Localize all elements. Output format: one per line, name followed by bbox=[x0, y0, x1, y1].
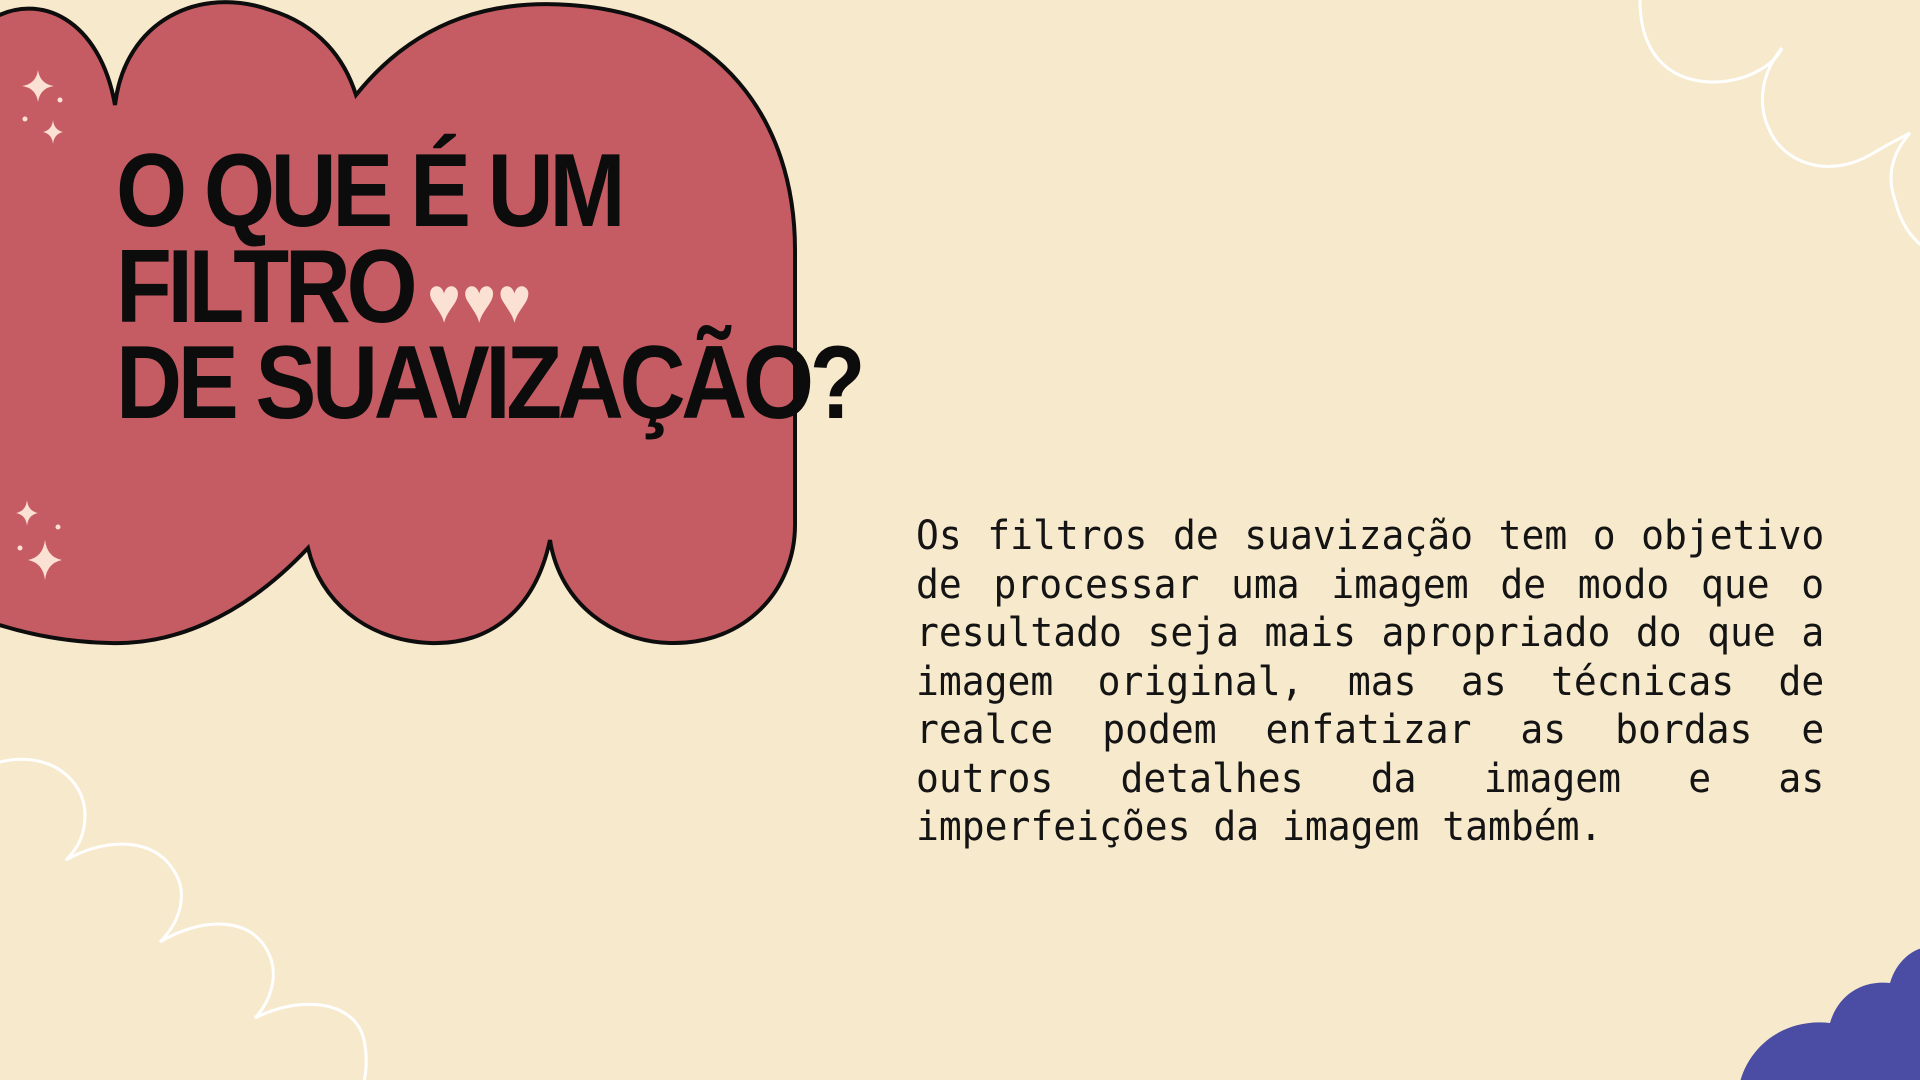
hearts-decoration bbox=[427, 239, 533, 335]
body-paragraph: Os filtros de suavização tem o objetivo de processar uma imagem de modo que o resultado seja mais apropriado do que a imagem original, mas as técnicas de realce podem enfatizar as bordas e outros detalhes da imagem e as imperfeições da imagem também. bbox=[916, 513, 1825, 850]
heart-icon: ♥ bbox=[497, 264, 532, 336]
title-line-3: DE SUAVIZAÇÃO? bbox=[116, 325, 862, 441]
title-line-1: O QUE É UM bbox=[116, 133, 622, 249]
heart-icon: ♥ bbox=[462, 264, 496, 336]
title-line-2 bbox=[116, 229, 861, 345]
outline-cloud-bottom-left bbox=[0, 759, 366, 1080]
outline-cloud-top-right bbox=[1640, 0, 1920, 246]
heart-icon: ♥ bbox=[427, 264, 461, 336]
corner-blob-bottom-right bbox=[1740, 948, 1920, 1080]
title-line-2-text: FILTRO bbox=[116, 229, 414, 345]
page-title bbox=[116, 133, 862, 441]
